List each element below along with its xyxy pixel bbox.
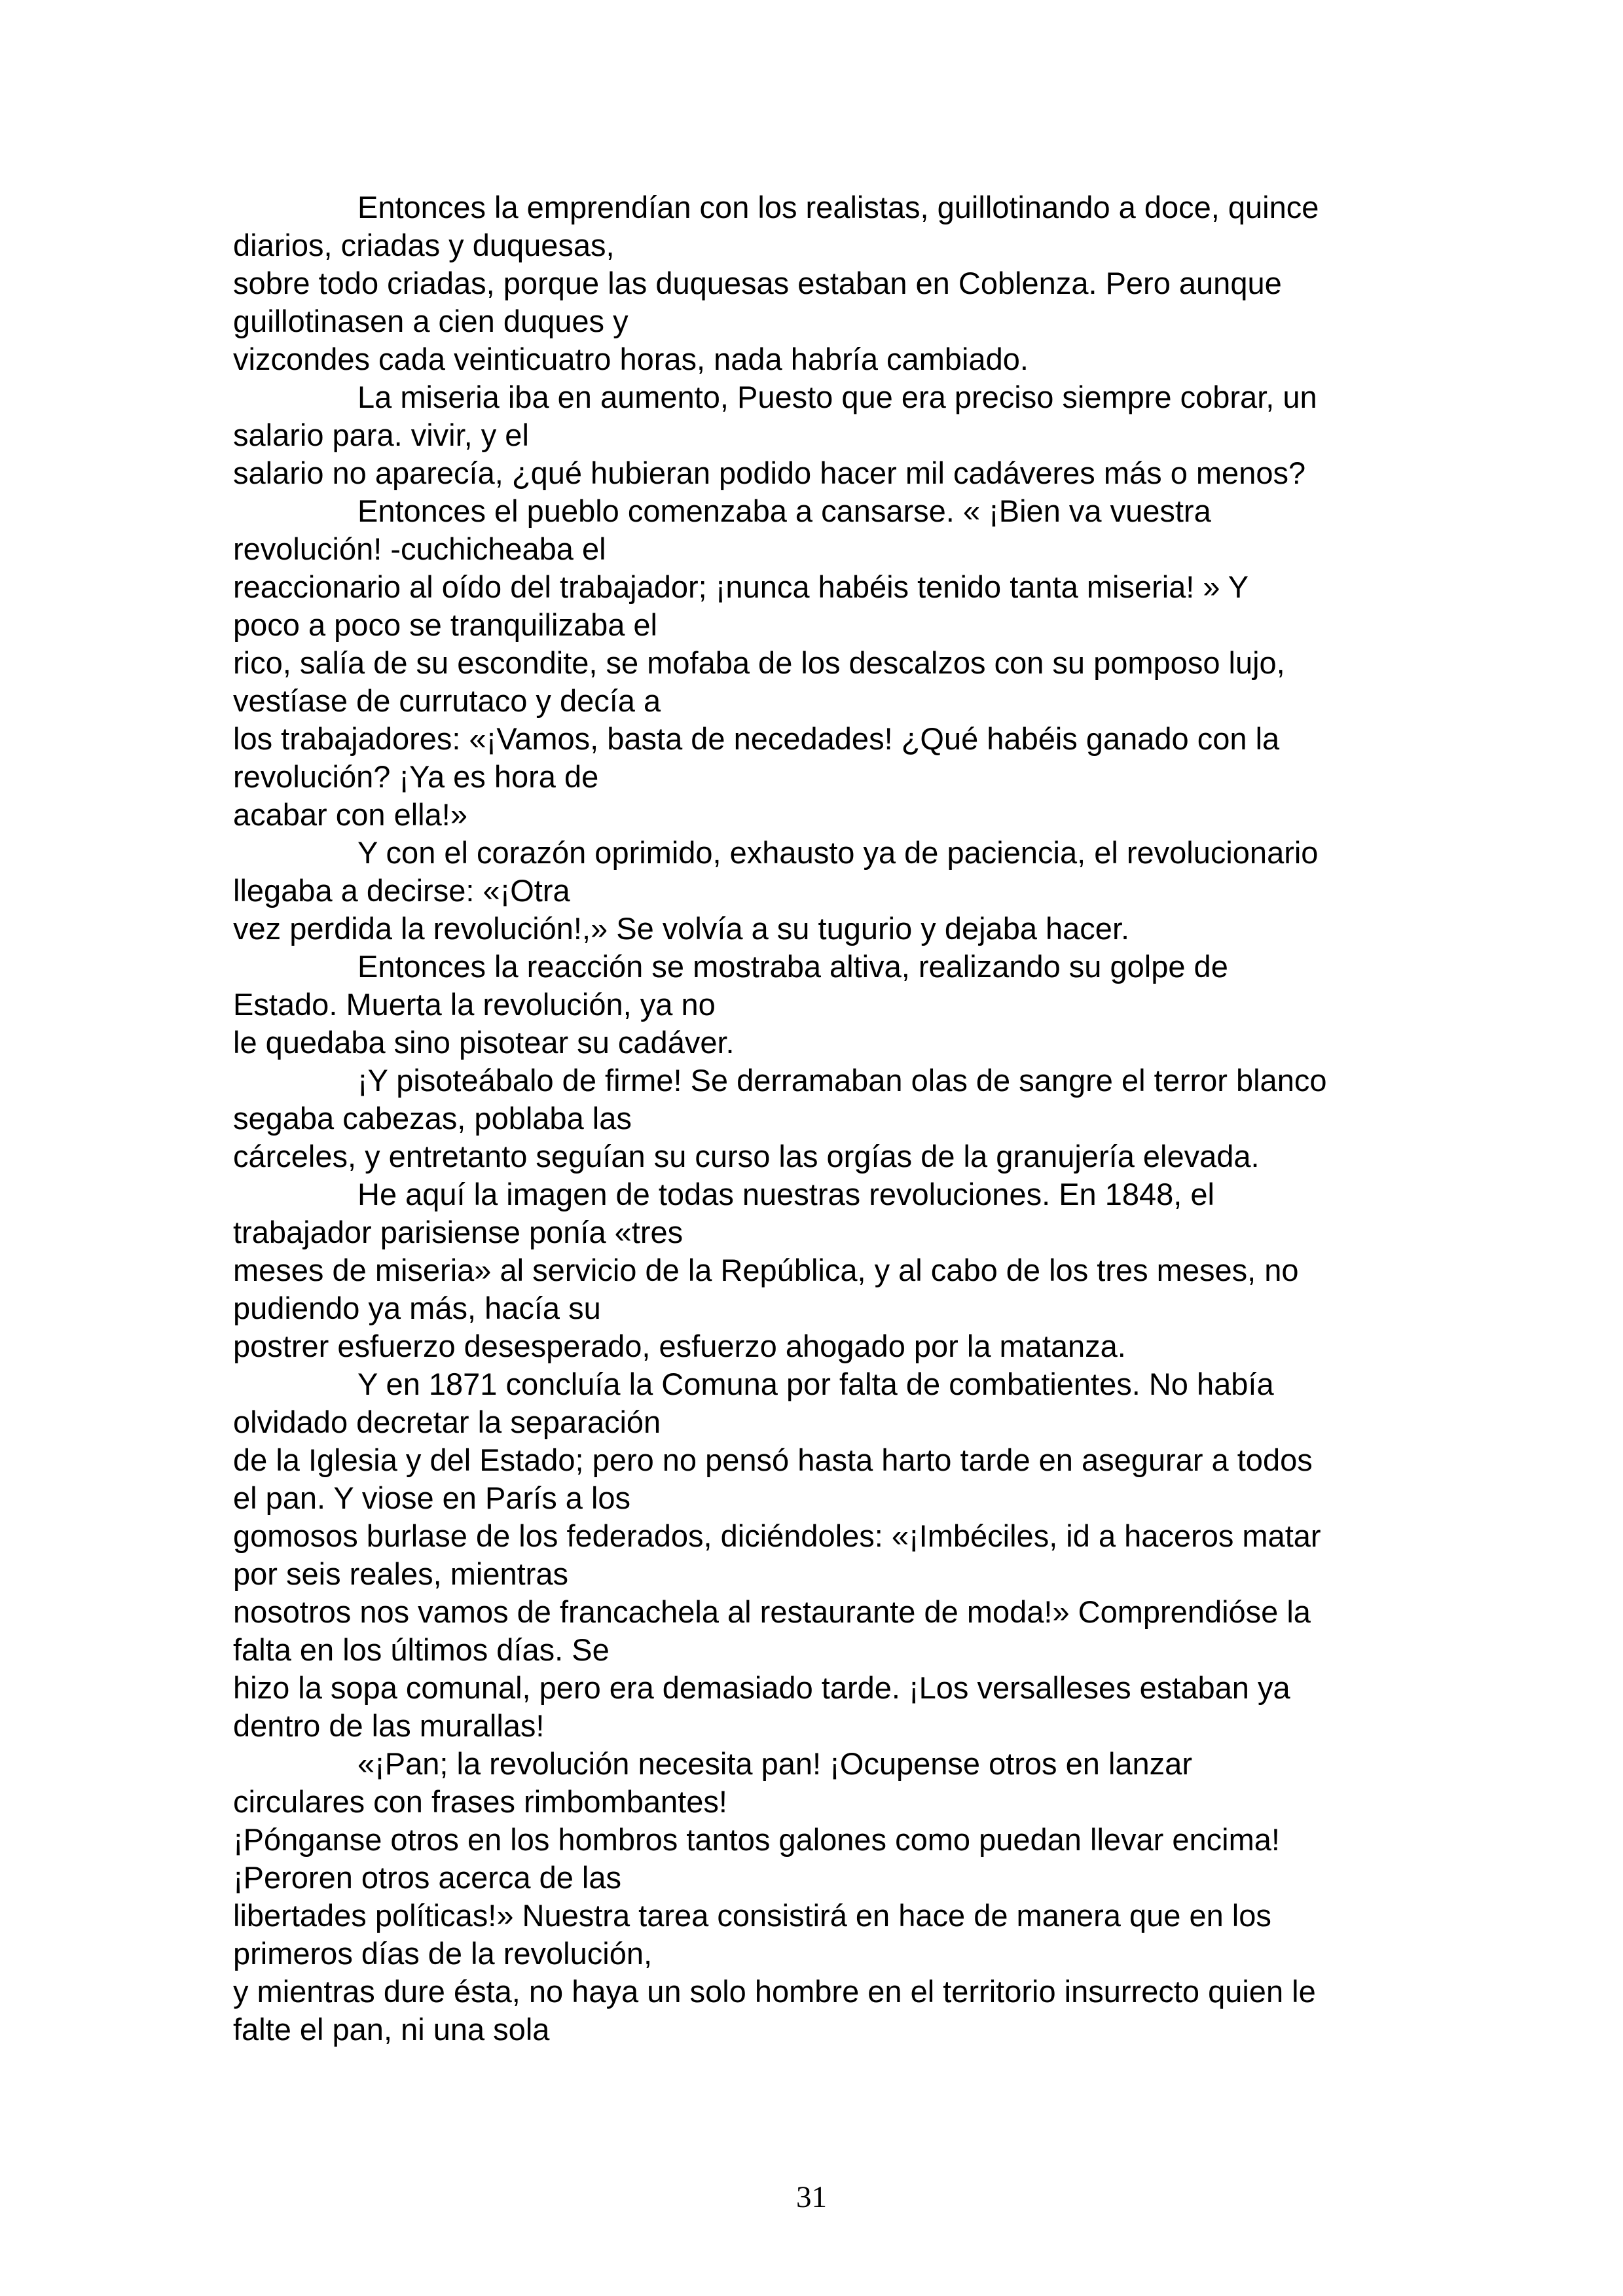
text-line: gomosos burlase de los federados, diciéndoles: «¡Imbéciles, id a haceros matar bbox=[233, 1518, 1321, 1553]
text-line: Entonces el pueblo comenzaba a cansarse. « ¡Bien va vuestra bbox=[357, 493, 1211, 528]
text-line: libertades políticas!» Nuestra tarea consistirá en hace de manera que en los bbox=[233, 1898, 1271, 1933]
text-line: «¡Pan; la revolución necesita pan! ¡Ocupense otros en lanzar bbox=[357, 1746, 1192, 1781]
text-line: dentro de las murallas! bbox=[233, 1708, 545, 1743]
text-line: cárceles, y entretanto seguían su curso las orgías de la granujería elevada. bbox=[233, 1139, 1260, 1174]
text-line: La miseria iba en aumento, Puesto que era preciso siempre cobrar, un bbox=[357, 380, 1317, 414]
text-line: primeros días de la revolución, bbox=[233, 1936, 653, 1971]
text-line: nosotros nos vamos de francachela al restaurante de moda!» Comprendióse la bbox=[233, 1594, 1311, 1629]
text-line: acabar con ella!» bbox=[233, 797, 467, 832]
text-line: vez perdida la revolución!,» Se volvía a su tugurio y dejaba hacer. bbox=[233, 911, 1130, 946]
text-line: He aquí la imagen de todas nuestras revoluciones. En 1848, el bbox=[357, 1177, 1215, 1211]
text-line: por seis reales, mientras bbox=[233, 1556, 568, 1591]
text-line: revolución? ¡Ya es hora de bbox=[233, 759, 599, 794]
text-line: Estado. Muerta la revolución, ya no bbox=[233, 987, 716, 1022]
text-line: Entonces la reacción se mostraba altiva, realizando su golpe de bbox=[357, 949, 1228, 984]
text-line: reaccionario al oído del trabajador; ¡nunca habéis tenido tanta miseria! » Y bbox=[233, 569, 1249, 604]
text-line: circulares con frases rimbombantes! bbox=[233, 1784, 727, 1819]
page-number: 31 bbox=[796, 2180, 827, 2214]
text-line: segaba cabezas, poblaba las bbox=[233, 1101, 632, 1136]
text-line: le quedaba sino pisotear su cadáver. bbox=[233, 1025, 735, 1060]
text-line: vizcondes cada veinticuatro horas, nada habría cambiado. bbox=[233, 342, 1029, 376]
text-line: hizo la sopa comunal, pero era demasiado tarde. ¡Los versalleses estaban ya bbox=[233, 1670, 1290, 1705]
body-text bbox=[233, 188, 1412, 2049]
text-line: sobre todo criadas, porque las duquesas estaban en Coblenza. Pero aunque bbox=[233, 266, 1282, 300]
text-line: diarios, criadas y duquesas, bbox=[233, 228, 615, 262]
text-line: el pan. Y viose en París a los bbox=[233, 1480, 631, 1515]
text-line: los trabajadores: «¡Vamos, basta de necedades! ¿Qué habéis ganado con la bbox=[233, 721, 1280, 756]
text-line: falta en los últimos días. Se bbox=[233, 1632, 610, 1667]
text-line: pudiendo ya más, hacía su bbox=[233, 1291, 601, 1325]
text-line: vestíase de currutaco y decía a bbox=[233, 683, 661, 718]
text-line: postrer esfuerzo desesperado, esfuerzo ahogado por la matanza. bbox=[233, 1329, 1126, 1363]
text-line: rico, salía de su escondite, se mofaba de los descalzos con su pomposo lujo, bbox=[233, 645, 1285, 680]
text-line: Y en 1871 concluía la Comuna por falta de combatientes. No había bbox=[357, 1367, 1274, 1401]
text-line: salario para. vivir, y el bbox=[233, 418, 529, 452]
text-line: ¡Y pisoteábalo de firme! Se derramaban olas de sangre el terror blanco bbox=[357, 1063, 1327, 1098]
text-line: meses de miseria» al servicio de la República, y al cabo de los tres meses, no bbox=[233, 1253, 1299, 1287]
text-line: revolución! -cuchicheaba el bbox=[233, 531, 606, 566]
text-line: y mientras dure ésta, no haya un solo hombre en el territorio insurrecto quien le bbox=[233, 1974, 1316, 2009]
text-line: de la Iglesia y del Estado; pero no pensó hasta harto tarde en asegurar a todos bbox=[233, 1443, 1313, 1477]
text-line: trabajador parisiense ponía «tres bbox=[233, 1215, 684, 1249]
text-line: guillotinasen a cien duques y bbox=[233, 304, 629, 338]
text-line: falte el pan, ni una sola bbox=[233, 2012, 550, 2047]
text-line: ¡Pónganse otros en los hombros tantos galones como puedan llevar encima! bbox=[233, 1822, 1280, 1857]
text-line: ¡Peroren otros acerca de las bbox=[233, 1860, 622, 1895]
text-line: olvidado decretar la separación bbox=[233, 1405, 661, 1439]
text-line: Y con el corazón oprimido, exhausto ya de paciencia, el revolucionario bbox=[357, 835, 1319, 870]
text-line: poco a poco se tranquilizaba el bbox=[233, 607, 657, 642]
text-line: salario no aparecía, ¿qué hubieran podido hacer mil cadáveres más o menos? bbox=[233, 456, 1306, 490]
text-line: llegaba a decirse: «¡Otra bbox=[233, 873, 570, 908]
text-line: Entonces la emprendían con los realistas, guillotinando a doce, quince bbox=[357, 190, 1319, 224]
